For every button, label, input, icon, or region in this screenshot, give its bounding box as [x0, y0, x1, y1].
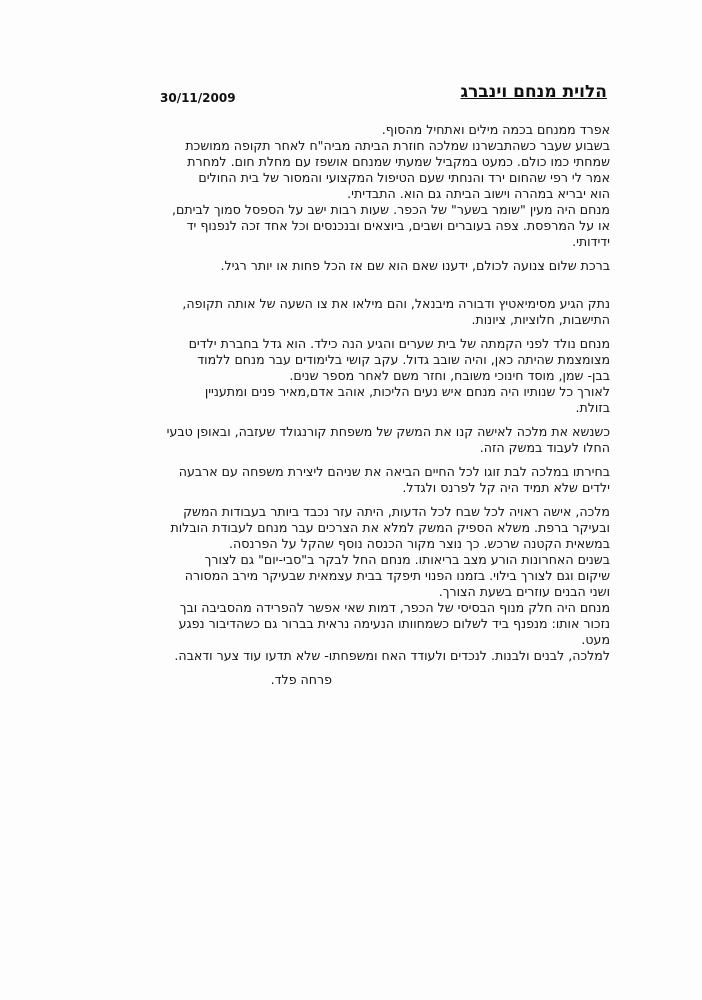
document-body — [100, 122, 610, 664]
text-line: מעט. — [581, 632, 610, 647]
paragraph — [100, 202, 610, 250]
text-line: כשנשא את מלכה לאישה קנו את המשק של משפחת קורנגולד שעזבה, ובאופן טבעי — [166, 424, 610, 439]
paragraph — [100, 504, 610, 552]
text-line: אמר לי רפי שהחום ירד והנחתי שעם הטיפול המקצועי והמסור של בית החולים — [198, 170, 610, 185]
text-line: מנחם נולד לפני הקמתה של בית שערים והגיע הנה כילד. הוא גדל בחברת ילדים — [188, 336, 610, 351]
text-line: ידידותי. — [572, 234, 610, 249]
document-date: 30/11/2009 — [160, 91, 236, 105]
paragraph-gap — [100, 416, 610, 424]
paragraph — [100, 336, 610, 384]
paragraph-gap — [100, 288, 610, 296]
paragraph — [100, 296, 610, 328]
text-line: ילדים שלא תמיד היה קל לפרנס ולגדל. — [402, 480, 610, 495]
text-line: הוא יבריא במהרה וישוב הביתה גם הוא. התבדיתי. — [347, 186, 610, 201]
paragraph — [100, 424, 610, 456]
text-line: או על המרפסת. צפה בעוברים ושבים, ביוצאים ובנכנסים וכל אחד זכה לנפנוף יד — [186, 218, 610, 233]
document-title: הלוית מנחם וינברג — [460, 82, 607, 102]
paragraph — [100, 464, 610, 496]
text-line: לאורך כל שנותיו היה מנחם איש נעים הליכות, אוהב אדם,מאיר פנים ומתעניין — [204, 384, 610, 399]
text-line: ובעיקר ברפת. משלא הספיק המשק למלא את הצרכים עבר מנחם לעבודת הובלות — [170, 520, 610, 535]
text-line: ברכת שלום צנועה לכולם, ידענו שאם הוא שם אז הכל פחות או יותר רגיל. — [220, 258, 610, 273]
text-line: אפרד ממנחם בכמה מילים ואתחיל מהסוף. — [381, 122, 610, 137]
paragraph-gap — [100, 456, 610, 464]
text-line: נזכור אותו: מנפנף ביד לשלום כשמחוותו הנעימה נראית בברור גם כשהדיבור נפגע — [178, 616, 610, 631]
paragraph — [100, 552, 610, 600]
text-line: בזולת. — [575, 400, 610, 415]
paragraph-gap — [100, 496, 610, 504]
text-line: בחירתו במלכה לבת זוגו לכל החיים הביאה את שניהם ליצירת משפחה עם ארבעה — [178, 464, 610, 479]
signature: פרחה פלד. — [270, 672, 332, 687]
paragraph-gap — [100, 328, 610, 336]
paragraph-gap — [100, 274, 610, 288]
paragraph — [100, 648, 610, 664]
text-line: מצומצמת שהיתה כאן, והיה שובב גדול. עקב קושי בלימודים עבר מנחם ללמוד — [197, 352, 610, 367]
paragraph — [100, 122, 610, 138]
text-line: בבן- שמן, מוסד חינוכי משובח, וחזר משם לאחר מספר שנים. — [289, 368, 610, 383]
paragraph — [100, 600, 610, 648]
paragraph — [100, 384, 610, 416]
text-line: החלו לעבוד במשק הזה. — [479, 440, 610, 455]
text-line: התישבות, חלוציות, ציונות. — [471, 312, 610, 327]
text-line: בשבוע שעבר כשהתבשרנו שמלכה חוזרת הביתה מביה"ח לאחר תקופה ממושכת — [185, 138, 610, 153]
paragraph — [100, 138, 610, 202]
text-line: למלכה, לבנים ולבנות. לנכדים ולעודד האח ומשפחתו- שלא תדעו עוד צער ודאבה. — [174, 648, 610, 663]
text-line: במשאית הקטנה שרכש. כך נוצר מקור הכנסה נוסף שהקל על הפרנסה. — [229, 536, 610, 551]
paragraph — [100, 258, 610, 274]
text-line: מלכה, אישה ראויה לכל שבח לכל הדעות, היתה עזר נכבד ביותר בעבודות המשק — [183, 504, 610, 519]
text-line: ושני הבנים עוזרים בשעת הצורך. — [438, 584, 610, 599]
text-line: מנחם היה מעין "שומר בשער" של הכפר. שעות רבות ישב על הספסל סמוך לביתם, — [171, 202, 610, 217]
text-line: שמחתי כמו כולם. כמעט במקביל שמעתי שמנחם אושפז עם מחלת חום. למחרת — [187, 154, 610, 169]
text-line: נתק הגיע מסימיאטיץ ודבורה מיבנאל, והם מילאו את צו השעה של אותה תקופה, — [182, 296, 610, 311]
text-line: מנחם היה חלק מנוף הבסיסי של הכפר, דמות שאי אפשר להפרידה מהסביבה ובך — [179, 600, 610, 615]
paragraph-gap — [100, 250, 610, 258]
text-line: בשנים האחרונות הורע מצב בריאותו. מנחם החל לבקר ב"סבי-יום" גם לצורך — [204, 552, 610, 567]
text-line: שיקום וגם לצורך בילוי. בזמנו הפנוי תיפקד בבית עצמאית שבעיקר מירב המסורה — [184, 568, 610, 583]
